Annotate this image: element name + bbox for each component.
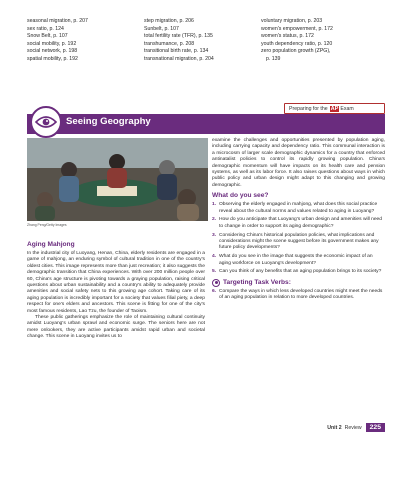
mahjong-photo <box>27 138 208 221</box>
index-entry: Sunbelt, p. 107 <box>144 25 179 32</box>
footer-unit: Unit 2 <box>327 424 342 431</box>
target-icon <box>212 279 220 287</box>
page-footer <box>327 423 385 432</box>
question-text: Can you think of any benefits that an aging population brings to its society? <box>219 269 382 275</box>
ap-logo: AP <box>330 105 339 112</box>
index-entry: step migration, p. 206 <box>144 18 194 24</box>
index-entry: social mobility, p. 192 <box>27 40 77 47</box>
paragraph: These public gatherings emphasize the role of maintaining cultural continuity amidst Luoyang's urban sprawl and economic surge. The seniors here are not mere onlookers, they are active participants amidst rapid urban and societal change. This scene in Luoyang invites us to <box>27 315 205 340</box>
index-entry: seasonal migration, p. 207 <box>27 18 88 24</box>
task-verbs-title: Targeting Task Verbs: <box>223 279 291 287</box>
question-number: 3. <box>212 232 217 238</box>
article-title: Aging Mahjong <box>27 241 75 248</box>
index-column-1 <box>27 18 144 64</box>
question-number: 4. <box>212 254 217 260</box>
badge-suffix: Exam <box>340 105 354 112</box>
question-number: 5. <box>212 269 217 275</box>
index-entry: total fertility rate (TFR), p. 135 <box>144 33 213 40</box>
glossary-index <box>27 18 379 64</box>
question-item <box>212 217 385 230</box>
question-text: Observing the elderly engaged in mahjong, what does this social practice reveal about the cultural norms and values related to aging in Luoyang? <box>219 202 378 214</box>
index-entry: sex ratio, p. 124 <box>27 25 64 32</box>
question-number: 1. <box>212 202 217 208</box>
index-entry: transnational migration, p. 204 <box>144 55 214 62</box>
index-entry: transitional birth rate, p. 134 <box>144 48 209 55</box>
index-entry: women's empowerment, p. 172 <box>261 25 333 32</box>
index-entry: social network, p. 198 <box>27 48 78 55</box>
index-entry: p. 139 <box>266 55 281 62</box>
page-number: 225 <box>366 423 385 432</box>
paragraph: In the industrial city of Luoyang, Henan, China, elderly residents are engaged in a game of mahjong, an enduring symbol of cultural tradition in one of the country's oldest cities. This image represents more than just recreation; it also suggests the demographic transition that China experiences. With over 200 million people over 60, China's age structure is pivoting towards a graying population, raising critical questions about urban sustainability and a country's ability to adequately provide amenities and social safety nets to this growing age cohort. Taking care of its aging population is incredibly important for a society that values filial piety, a deep respect for one's elders and ancestors. This scene is fitting for one of the city's most famous residents, Lao Tzu, the founder of Taoism. <box>27 251 205 314</box>
eye-icon <box>30 106 62 138</box>
intro-paragraph: examine the challenges and opportunities presented by population aging, including carrying capacity and dependency ratio. This communal interaction is a microcosm of larger scale demographic dynamics for a country that enforced antinatalist policies to control its rapidly growing population. China's demographic momentum will have impacts on its health care and pension systems, as well as its labor force. It also raises questions about ways in which public policy and urban design might adapt to this changing and growing demographic. <box>212 138 385 188</box>
question-text: Considering China's historical population policies, what implications and considerations might the scene suggest before its government makes any future policy developments? <box>219 232 379 251</box>
index-entry: youth dependency ratio, p. 120 <box>261 40 333 47</box>
question-item <box>212 254 385 267</box>
left-column <box>27 241 205 341</box>
section-title: Seeing Geography <box>66 116 151 127</box>
footer-section: Review <box>344 424 362 431</box>
index-entry: women's status, p. 172 <box>261 33 314 40</box>
questions-heading: What do you see? <box>212 192 269 200</box>
ap-exam-badge <box>284 103 385 114</box>
index-entry: transhumance, p. 208 <box>144 40 195 47</box>
index-column-3 <box>261 18 378 64</box>
badge-prefix: Preparing for the <box>289 105 328 112</box>
photo-credit: Zhang Peng/Getty Images <box>27 223 67 227</box>
index-entry: zero population growth (ZPG), <box>261 48 331 55</box>
question-item <box>212 233 385 252</box>
question-number: 6. <box>212 288 217 294</box>
question-item <box>212 269 385 275</box>
question-item <box>212 202 385 215</box>
question-text: What do you see in the image that suggests the economic impact of an aging workforce on Luoyang's development? <box>219 254 373 266</box>
index-entry: voluntary migration, p. 203 <box>261 18 323 24</box>
question-text: How do you anticipate that Luoyang's urban design and amenities will need to change in order to support its aging demographic? <box>219 217 382 229</box>
question-number: 2. <box>212 217 217 223</box>
question-text: Compare the ways in which less developed countries might meet the needs of an aging population in relation to more developed countries. <box>219 288 383 301</box>
right-column <box>212 138 385 304</box>
index-entry: Snow Belt, p. 107 <box>27 33 68 40</box>
question-item <box>212 289 385 302</box>
task-verbs-heading <box>212 279 385 287</box>
index-entry: spatial mobility, p. 192 <box>27 55 78 62</box>
index-column-2 <box>144 18 261 64</box>
